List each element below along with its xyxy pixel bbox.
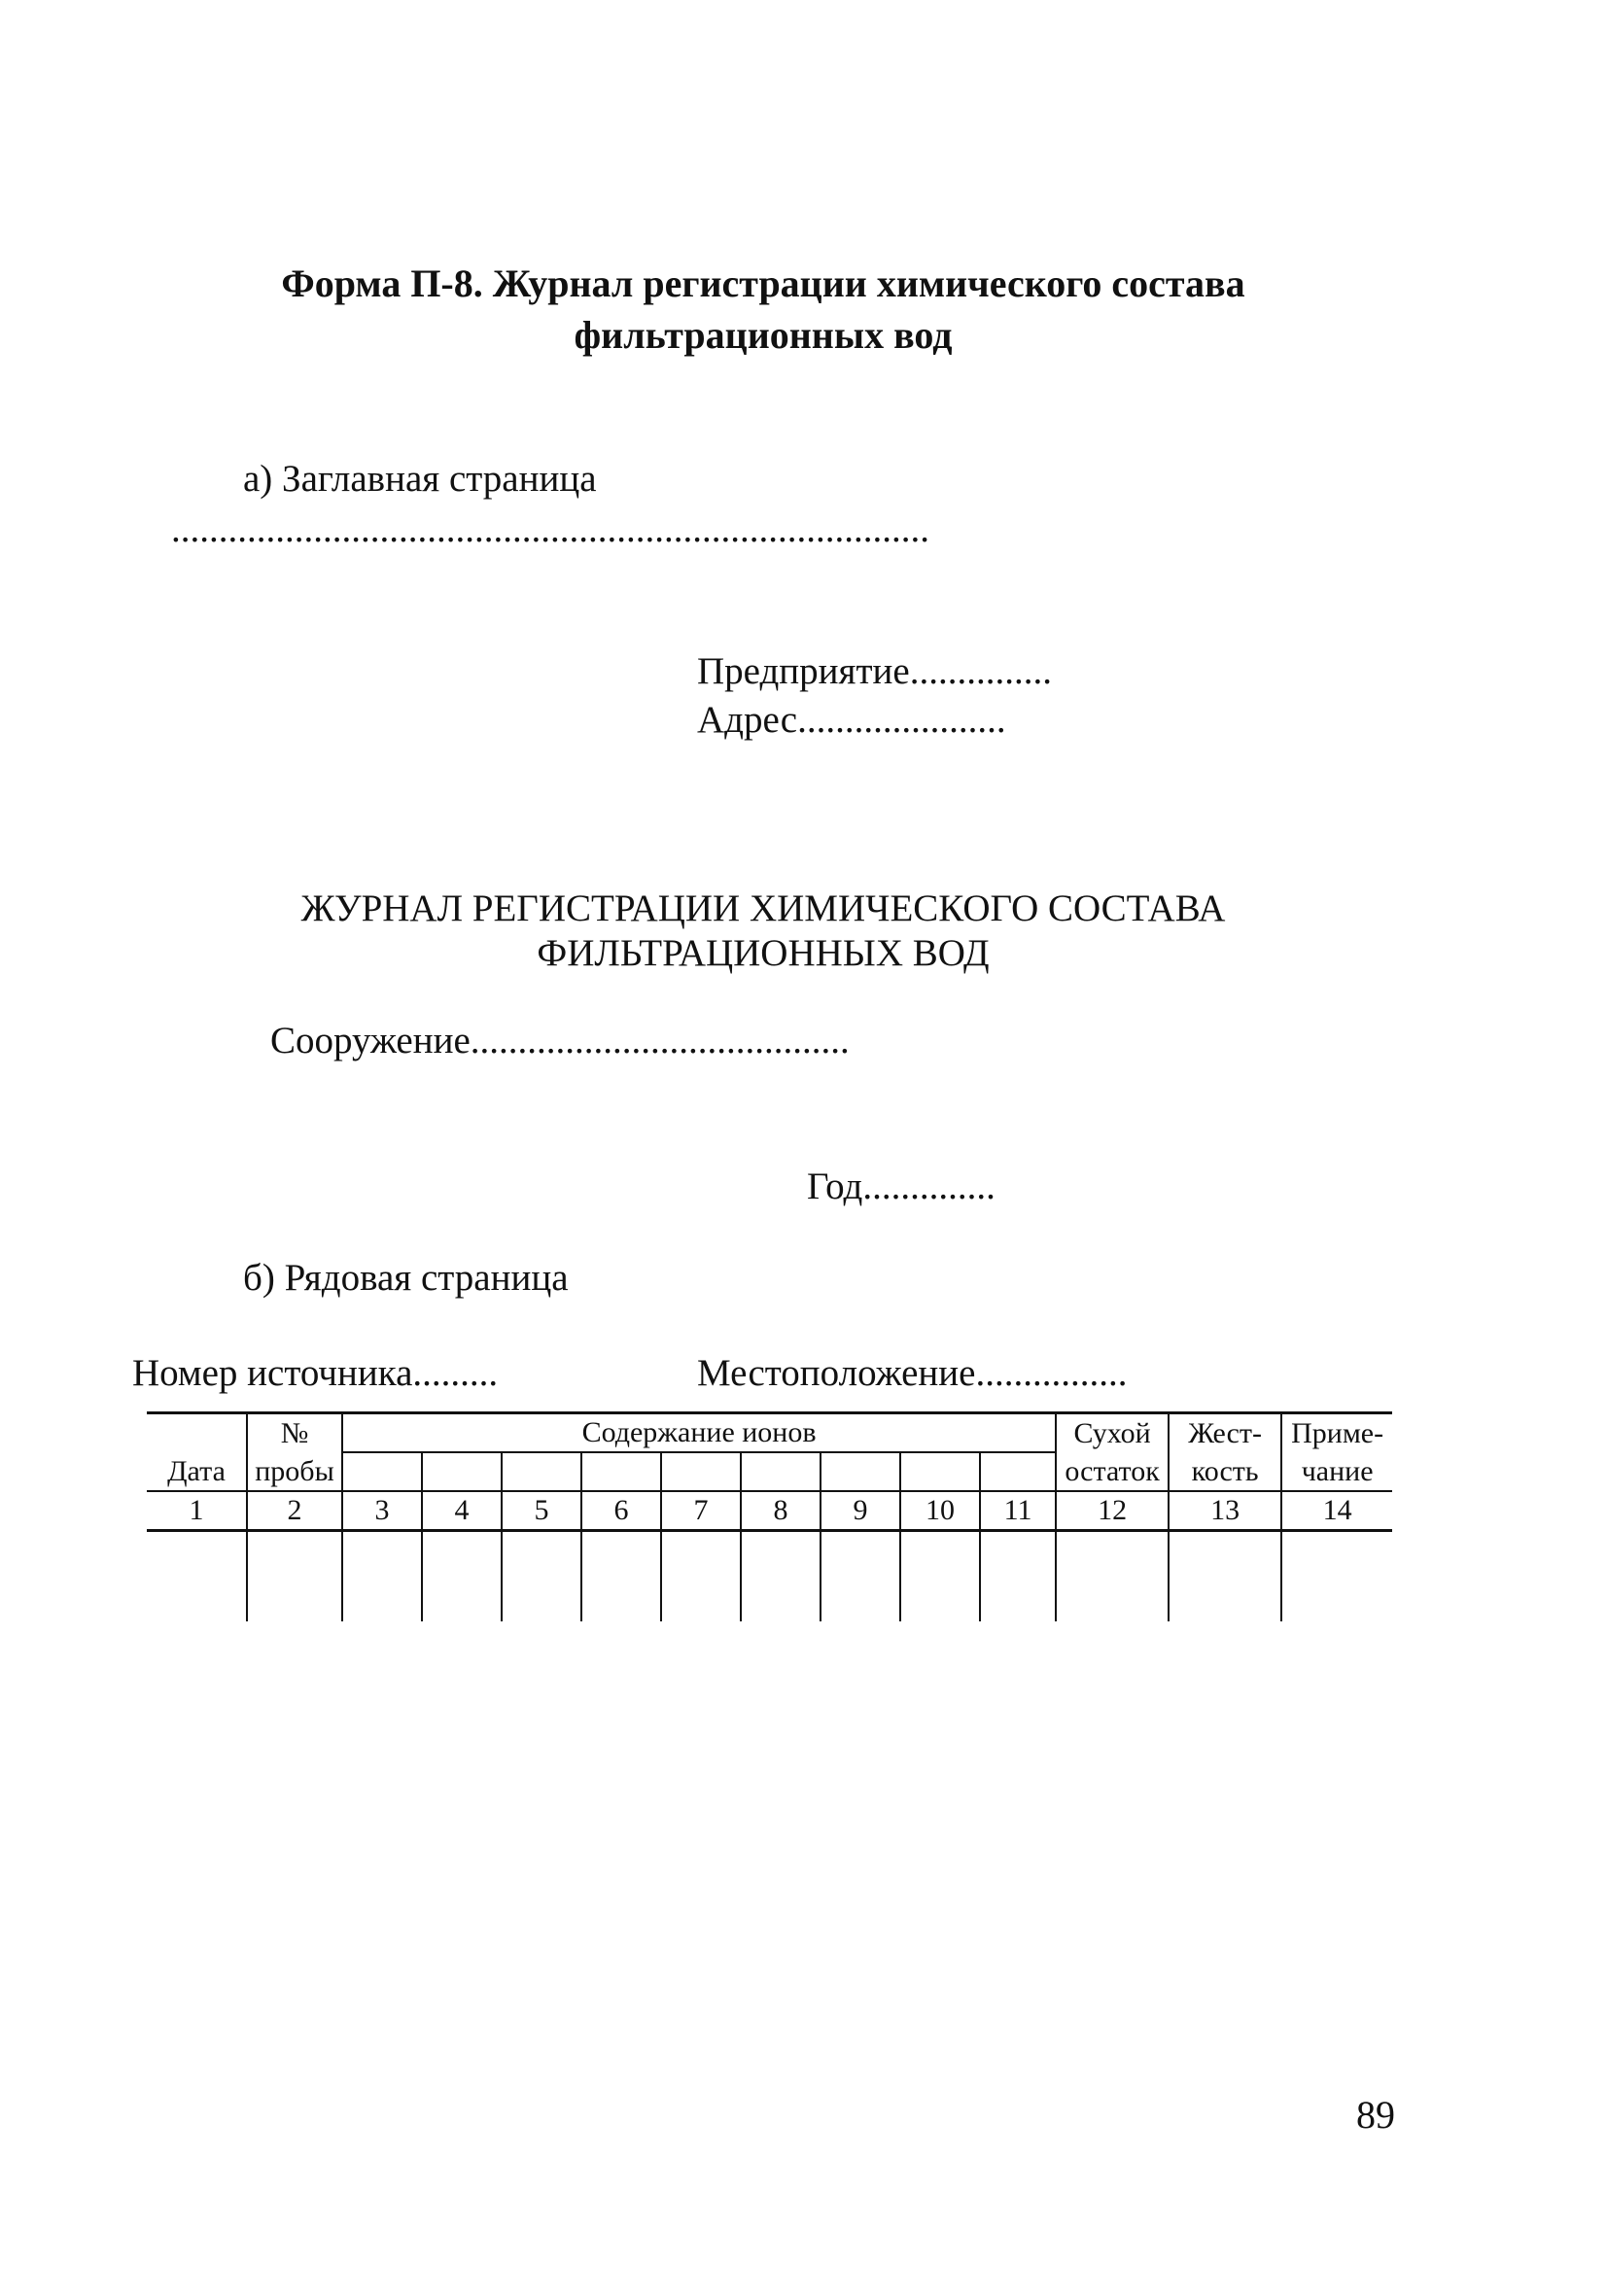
ion-cell [980, 1452, 1056, 1491]
ion-cell [581, 1452, 661, 1491]
ion-cell [821, 1452, 900, 1491]
enterprise-line [697, 649, 1052, 693]
table-cell [247, 1531, 342, 1622]
structure-dots: ........................................ [470, 1020, 850, 1061]
journal-title-line1: ЖУРНАЛ РЕГИСТРАЦИИ ХИМИЧЕСКОГО СОСТАВА [300, 887, 1226, 929]
table-cell [1056, 1531, 1169, 1622]
table-cell [741, 1531, 821, 1622]
header-hardness-1: Жест- [1169, 1413, 1281, 1453]
table-cell [1169, 1531, 1281, 1622]
table-header-row-1 [147, 1413, 1392, 1453]
table-cell [422, 1531, 502, 1622]
year-dots: .............. [862, 1165, 996, 1207]
address-dots: ...................... [797, 699, 1006, 741]
header-note-1: Приме- [1281, 1413, 1392, 1453]
table-cell [581, 1531, 661, 1622]
table-row [147, 1531, 1392, 1622]
table-cell [980, 1531, 1056, 1622]
table-cell [1281, 1531, 1392, 1622]
header-note-2: чание [1281, 1452, 1392, 1491]
header-sample-no: № [247, 1413, 342, 1453]
year-line [807, 1165, 996, 1208]
col-number: 12 [1056, 1491, 1169, 1531]
table-cell [502, 1531, 581, 1622]
page-number: 89 [1356, 2093, 1395, 2137]
ion-cell [741, 1452, 821, 1491]
source-label: Номер источника [132, 1352, 413, 1394]
header-sample-word: пробы [247, 1452, 342, 1491]
table-cell [147, 1531, 247, 1622]
structure-label: Сооружение [270, 1020, 471, 1061]
col-number: 4 [422, 1491, 502, 1531]
ion-cell [661, 1452, 741, 1491]
header-date-top [147, 1413, 247, 1453]
source-dots: ......... [412, 1352, 499, 1394]
col-number: 13 [1169, 1491, 1281, 1531]
year-label: Год [807, 1165, 863, 1207]
address-label: Адрес [697, 699, 798, 741]
col-number: 8 [741, 1491, 821, 1531]
col-number: 2 [247, 1491, 342, 1531]
table-column-numbers [147, 1491, 1392, 1531]
registration-table [147, 1411, 1392, 1621]
form-title-line2: фильтрационных вод [574, 313, 953, 357]
location-line [697, 1351, 1127, 1395]
ion-cell [342, 1452, 422, 1491]
location-label: Местоположение [697, 1352, 976, 1394]
col-number: 5 [502, 1491, 581, 1531]
enterprise-dots: ............... [909, 650, 1052, 692]
table-header-row-2 [147, 1452, 1392, 1491]
address-line [697, 698, 1006, 742]
table-cell [342, 1531, 422, 1622]
col-number: 1 [147, 1491, 247, 1531]
col-number: 3 [342, 1491, 422, 1531]
col-number: 9 [821, 1491, 900, 1531]
journal-title-line2: ФИЛЬТРАЦИОННЫХ ВОД [537, 932, 990, 974]
table-cell [661, 1531, 741, 1622]
form-title-line1: Форма П-8. Журнал регистрации химического состава [281, 261, 1245, 305]
ion-cell [422, 1452, 502, 1491]
col-number: 6 [581, 1491, 661, 1531]
header-dry-residue-1: Сухой [1056, 1413, 1169, 1453]
table-cell [900, 1531, 980, 1622]
row-page-label: б) Рядовая страница [243, 1257, 569, 1299]
col-number: 10 [900, 1491, 980, 1531]
table-cell [821, 1531, 900, 1622]
ion-cell [502, 1452, 581, 1491]
title-page-dots: ................................................................................ [171, 508, 929, 550]
header-dry-residue-2: остаток [1056, 1452, 1169, 1491]
col-number: 14 [1281, 1491, 1392, 1531]
ion-cell [900, 1452, 980, 1491]
location-dots: ................ [975, 1352, 1128, 1394]
col-number: 11 [980, 1491, 1056, 1531]
structure-line [270, 1019, 850, 1062]
enterprise-label: Предприятие [697, 650, 910, 692]
header-date: Дата [147, 1452, 247, 1491]
title-page-label: а) Заглавная страница [243, 458, 597, 500]
header-ions: Содержание ионов [342, 1413, 1056, 1453]
source-line [132, 1351, 498, 1395]
header-hardness-2: кость [1169, 1452, 1281, 1491]
col-number: 7 [661, 1491, 741, 1531]
